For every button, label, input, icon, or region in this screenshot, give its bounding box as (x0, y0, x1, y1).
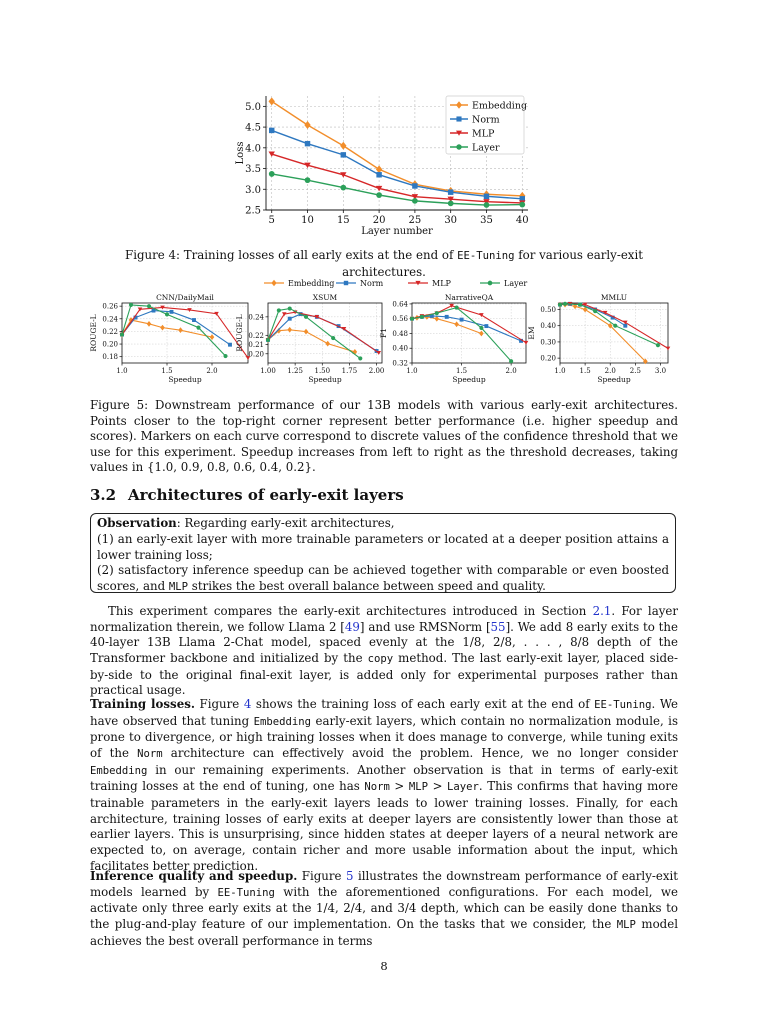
data-point-mlp (376, 351, 381, 355)
legend-marker (456, 116, 461, 121)
data-point-norm (170, 310, 174, 314)
data-point-layer (277, 308, 281, 312)
paragraph-inference-quality (90, 869, 678, 949)
data-point-mlp (666, 347, 671, 351)
y-axis-label: ROUGE-L (89, 314, 98, 352)
x-tick-label: 1.00 (260, 367, 276, 375)
y-tick-label: 4.5 (245, 122, 261, 134)
code: Embedding (90, 764, 148, 777)
legend-marker (456, 144, 461, 149)
x-axis-label: Speedup (308, 375, 342, 384)
paragraph-setup (90, 604, 678, 699)
figure-5-caption: Figure 5: Downstream performance of our 13B models with various early-exit architectures. Points closer to the top-right corner represent better performance (i.e. higher speedup and scores). Markers on each curve correspond to discrete values of the confidence threshold that we use for this experiment. Speedup increases from left to right as the threshold decreases, taking values in {1.0, 0.9, 0.8, 0.6, 0.4, 0.2}. (90, 398, 678, 475)
data-point-layer (269, 171, 275, 177)
text: > (389, 779, 409, 794)
legend-label: Norm (360, 279, 384, 288)
x-tick-label: 3.0 (654, 367, 667, 375)
data-point-embedding (304, 121, 310, 129)
y-tick-label: 0.24 (248, 313, 264, 322)
y-axis-label: ROUGE-L (235, 314, 244, 352)
text: method. The last early-exit layer, placed side-by-side to the original final-exit layer, is added only for experimental purposes rather than practical usage. (90, 650, 678, 698)
data-point-embedding (210, 334, 215, 340)
legend-label: Layer (472, 142, 500, 154)
caption-text: for various early-exit architectures. (342, 248, 643, 279)
text: early-exit layers, which contain no normalization module, is prone to divergence, or high training losses when it does manage to converge, while tuning exits of the (90, 713, 678, 760)
panel-narrativeqa (379, 293, 528, 384)
text: . We have observed that tuning (90, 697, 678, 728)
fig5-legend (264, 279, 527, 288)
x-tick-label: 1.0 (554, 367, 566, 375)
legend-label: Norm (472, 114, 500, 126)
x-tick-label: 1.0 (406, 367, 418, 375)
panel-title: MMLU (600, 293, 628, 302)
data-point-layer (376, 192, 382, 198)
data-point-embedding (325, 341, 330, 347)
section-number: 3.2 (90, 486, 117, 504)
data-point-layer (288, 306, 292, 310)
legend-marker (488, 281, 493, 286)
y-tick-label: 0.48 (392, 329, 408, 338)
y-axis-label: EM (527, 326, 536, 340)
data-point-embedding (454, 321, 459, 327)
y-tick-label: 0.40 (392, 344, 408, 353)
text: shows the training loss of each early exit at the end of (251, 697, 595, 711)
series-line-mlp (268, 312, 379, 353)
observation-point-2 (97, 563, 669, 596)
y-tick-label: 0.22 (102, 327, 118, 336)
legend-label: MLP (432, 279, 451, 288)
y-tick-label: 0.30 (540, 338, 556, 347)
plot-frame (122, 303, 248, 363)
series-line-norm (122, 311, 230, 345)
text: . For layer normalization therein, we follow Llama 2 [ (90, 604, 679, 634)
x-tick-label: 1.5 (579, 367, 591, 375)
data-point-layer (448, 200, 454, 206)
x-axis-label: Speedup (168, 375, 202, 384)
x-tick-label: 1.5 (455, 367, 468, 375)
data-point-layer (412, 198, 418, 204)
citation-link[interactable]: 55 (490, 619, 506, 634)
legend-label: Embedding (288, 279, 335, 288)
data-point-layer (558, 303, 562, 307)
legend-label: Layer (504, 279, 528, 288)
data-point-norm (484, 324, 488, 328)
panel-xsum (235, 293, 384, 384)
x-axis-label: Speedup (597, 375, 631, 384)
data-point-layer (519, 202, 525, 208)
text: ]. We add 8 early exits to the 40-layer 13B Llama 2-Chat model, spaced evenly at the 1/8, 2/8, . . . , 8/8 depth of the Transformer backbone and initialized by the (90, 619, 678, 665)
y-axis-label: Loss (235, 141, 246, 165)
data-point-norm (341, 152, 346, 157)
x-tick-label: 1.5 (161, 367, 173, 375)
x-axis-label: Layer number (361, 226, 433, 237)
paragraph-heading: Training losses. (90, 697, 195, 711)
x-tick-label: 20 (372, 215, 386, 226)
data-point-layer (435, 311, 439, 315)
data-point-norm (228, 343, 232, 347)
text: illustrates the downstream performance of early-exit models learned by (90, 869, 679, 899)
data-point-layer (509, 359, 513, 363)
y-tick-label: 3.5 (245, 164, 261, 176)
x-tick-label: 25 (408, 215, 422, 226)
observation-label: Observation (97, 516, 177, 530)
data-point-embedding (160, 325, 165, 331)
code: copy (367, 652, 394, 665)
y-tick-label: 0.24 (102, 315, 118, 324)
data-point-layer (223, 354, 227, 358)
y-tick-label: 0.56 (392, 315, 408, 324)
y-tick-label: 0.26 (102, 302, 118, 311)
obs-text: strikes the best overall balance between speed and quality. (188, 579, 546, 594)
y-tick-label: 4.0 (245, 143, 261, 155)
x-tick-label: 1.75 (341, 367, 358, 375)
x-tick-label: 1.0 (116, 367, 128, 375)
data-point-mlp (524, 341, 529, 345)
series-line-embedding (268, 330, 355, 352)
data-point-layer (358, 356, 362, 360)
code: Layer (447, 781, 479, 794)
y-tick-label: 0.21 (248, 341, 264, 350)
code: MLP (616, 918, 636, 931)
data-point-embedding (340, 142, 346, 150)
text: architecture can effectively avoid the problem. Hence, we no longer consider (162, 745, 678, 760)
fig4-legend (446, 96, 527, 154)
plot-frame (412, 303, 526, 363)
panel-title: XSUM (312, 293, 338, 302)
text: in our remaining experiments. Another observation is that in terms of early-exit training losses at the end of tuning, one has (90, 762, 678, 794)
y-tick-label: 0.32 (392, 359, 408, 368)
text: ] and use RMSNorm [ (359, 619, 491, 634)
y-tick-label: 0.22 (248, 331, 264, 340)
x-tick-label: 2.00 (368, 367, 385, 375)
panel-title: CNN/DailyMail (156, 293, 214, 302)
x-tick-label: 2.0 (604, 367, 616, 375)
data-point-layer (266, 338, 270, 342)
text: model achieves the best overall performance in terms (90, 916, 678, 948)
legend-marker (271, 280, 276, 287)
text: with the aforementioned configurations. For each model, we activate only three early exits at the 1/4, 2/4, and 3/4 depth, which can be easily done thanks to the plug-and-play feature of our implementation. On the tasks that we consider, the (90, 884, 678, 931)
data-point-layer (304, 315, 308, 319)
legend-label: Embedding (472, 100, 528, 112)
obs-text: (2) satisfactory inference speedup can be achieved together with comparable or even boosted scores, and (97, 563, 669, 594)
x-tick-label: 30 (444, 215, 458, 226)
data-point-layer (147, 304, 151, 308)
x-tick-label: 35 (480, 215, 493, 226)
observation-point-1: (1) an early-exit layer with more trainable parameters or located at a deeper position attains a lower training loss; (97, 531, 669, 562)
text: . This confirms that having more trainable parameters in the early-exit layers leads to lower training losses. Finally, for each architecture, training losses of early exits at deeper layers are consistently lower than those at earlier layers. This is unsurprising, since hidden states at deeper layers of a neural network are expected to, on average, contain richer and more usable information about the input, which facilitates better prediction. (90, 779, 678, 873)
text: Figure (297, 869, 346, 883)
obs-code: MLP (168, 581, 189, 594)
text: > (428, 779, 448, 794)
x-axis-label: Speedup (452, 375, 486, 384)
data-point-embedding (147, 321, 152, 327)
observation-box (90, 513, 676, 593)
text: Figure (194, 697, 244, 711)
page-number: 8 (380, 959, 388, 973)
x-tick-label: 10 (301, 215, 314, 226)
data-point-layer (410, 317, 414, 321)
data-point-embedding (304, 329, 309, 335)
observation-intro-text: : Regarding early-exit architectures, (176, 516, 395, 530)
data-point-layer (305, 177, 311, 183)
y-tick-label: 3.0 (245, 184, 261, 196)
section-link[interactable]: 2.1 (592, 604, 612, 618)
data-point-layer (479, 326, 483, 330)
section-heading (90, 486, 404, 504)
panel-title: NarrativeQA (444, 293, 494, 302)
data-point-embedding (269, 97, 275, 105)
figure-link[interactable]: 4 (243, 697, 252, 711)
code: MLP (408, 781, 429, 794)
data-point-norm (376, 172, 381, 177)
x-tick-label: 1.50 (314, 367, 331, 375)
figure-link[interactable]: 5 (345, 869, 354, 883)
section-title: Architectures of early-exit layers (128, 486, 404, 504)
data-point-norm (288, 317, 292, 321)
data-point-embedding (287, 327, 292, 333)
x-tick-label: 2.0 (505, 367, 517, 375)
figure-5-downstream-charts (84, 275, 684, 390)
data-point-layer (613, 324, 617, 328)
citation-link[interactable]: 49 (344, 619, 360, 634)
data-point-layer (420, 315, 424, 319)
paragraph-heading: Inference quality and speedup. (90, 869, 298, 883)
x-tick-label: 2.5 (629, 367, 641, 375)
data-point-norm (305, 141, 310, 146)
data-point-norm (192, 318, 196, 322)
y-tick-label: 0.40 (540, 322, 556, 331)
caption-text: Figure 4: Training losses of all early exits at the end of (125, 248, 458, 262)
data-point-norm (445, 315, 449, 319)
figure-4-loss-chart (228, 92, 538, 242)
code: Embedding (253, 715, 312, 728)
legend-marker (344, 281, 348, 285)
data-point-layer (120, 333, 124, 337)
x-tick-label: 5 (268, 215, 275, 226)
y-tick-label: 0.18 (102, 353, 118, 362)
y-tick-label: 0.20 (248, 350, 264, 359)
y-tick-label: 2.5 (245, 205, 261, 217)
data-point-norm (269, 128, 274, 133)
data-point-layer (455, 306, 459, 310)
data-point-layer (593, 309, 597, 313)
y-tick-label: 0.20 (540, 354, 556, 363)
code: EE-Tuning (217, 886, 275, 899)
data-point-layer (165, 312, 169, 316)
data-point-embedding (178, 327, 183, 333)
data-point-layer (484, 202, 490, 208)
y-tick-label: 5.0 (245, 101, 261, 113)
data-point-norm (412, 183, 417, 188)
data-point-norm (448, 189, 453, 194)
code: Norm (137, 747, 163, 760)
x-tick-label: 40 (515, 215, 529, 226)
y-axis-label: F1 (379, 328, 388, 338)
data-point-embedding (479, 331, 484, 337)
y-tick-label: 0.20 (102, 340, 118, 349)
data-point-layer (656, 343, 660, 347)
data-point-layer (563, 302, 567, 306)
legend-label: MLP (472, 128, 495, 140)
paragraph-training-losses (90, 697, 678, 874)
x-tick-label: 1.25 (287, 367, 303, 375)
x-tick-label: 2.0 (206, 367, 218, 375)
data-point-layer (340, 185, 346, 191)
code: Norm (364, 781, 390, 794)
fig5-panels (89, 293, 670, 384)
data-point-norm (460, 318, 464, 322)
y-tick-label: 0.64 (392, 300, 408, 309)
x-tick-label: 15 (336, 215, 350, 226)
observation-intro (97, 516, 669, 532)
panel-mmlu (527, 293, 670, 384)
text: This experiment compares the early-exit architectures introduced in Section (108, 604, 593, 618)
y-tick-label: 0.50 (540, 305, 556, 314)
data-point-layer (196, 326, 200, 330)
data-point-norm (484, 194, 489, 199)
data-point-layer (578, 303, 582, 307)
data-point-layer (331, 336, 335, 340)
series-line-mlp (412, 306, 526, 343)
data-point-layer (129, 303, 133, 307)
plot-frame (560, 303, 668, 363)
code: EE-Tuning (594, 699, 652, 711)
panel-cnndailymail (89, 293, 250, 384)
caption-code: EE-Tuning (457, 250, 515, 262)
